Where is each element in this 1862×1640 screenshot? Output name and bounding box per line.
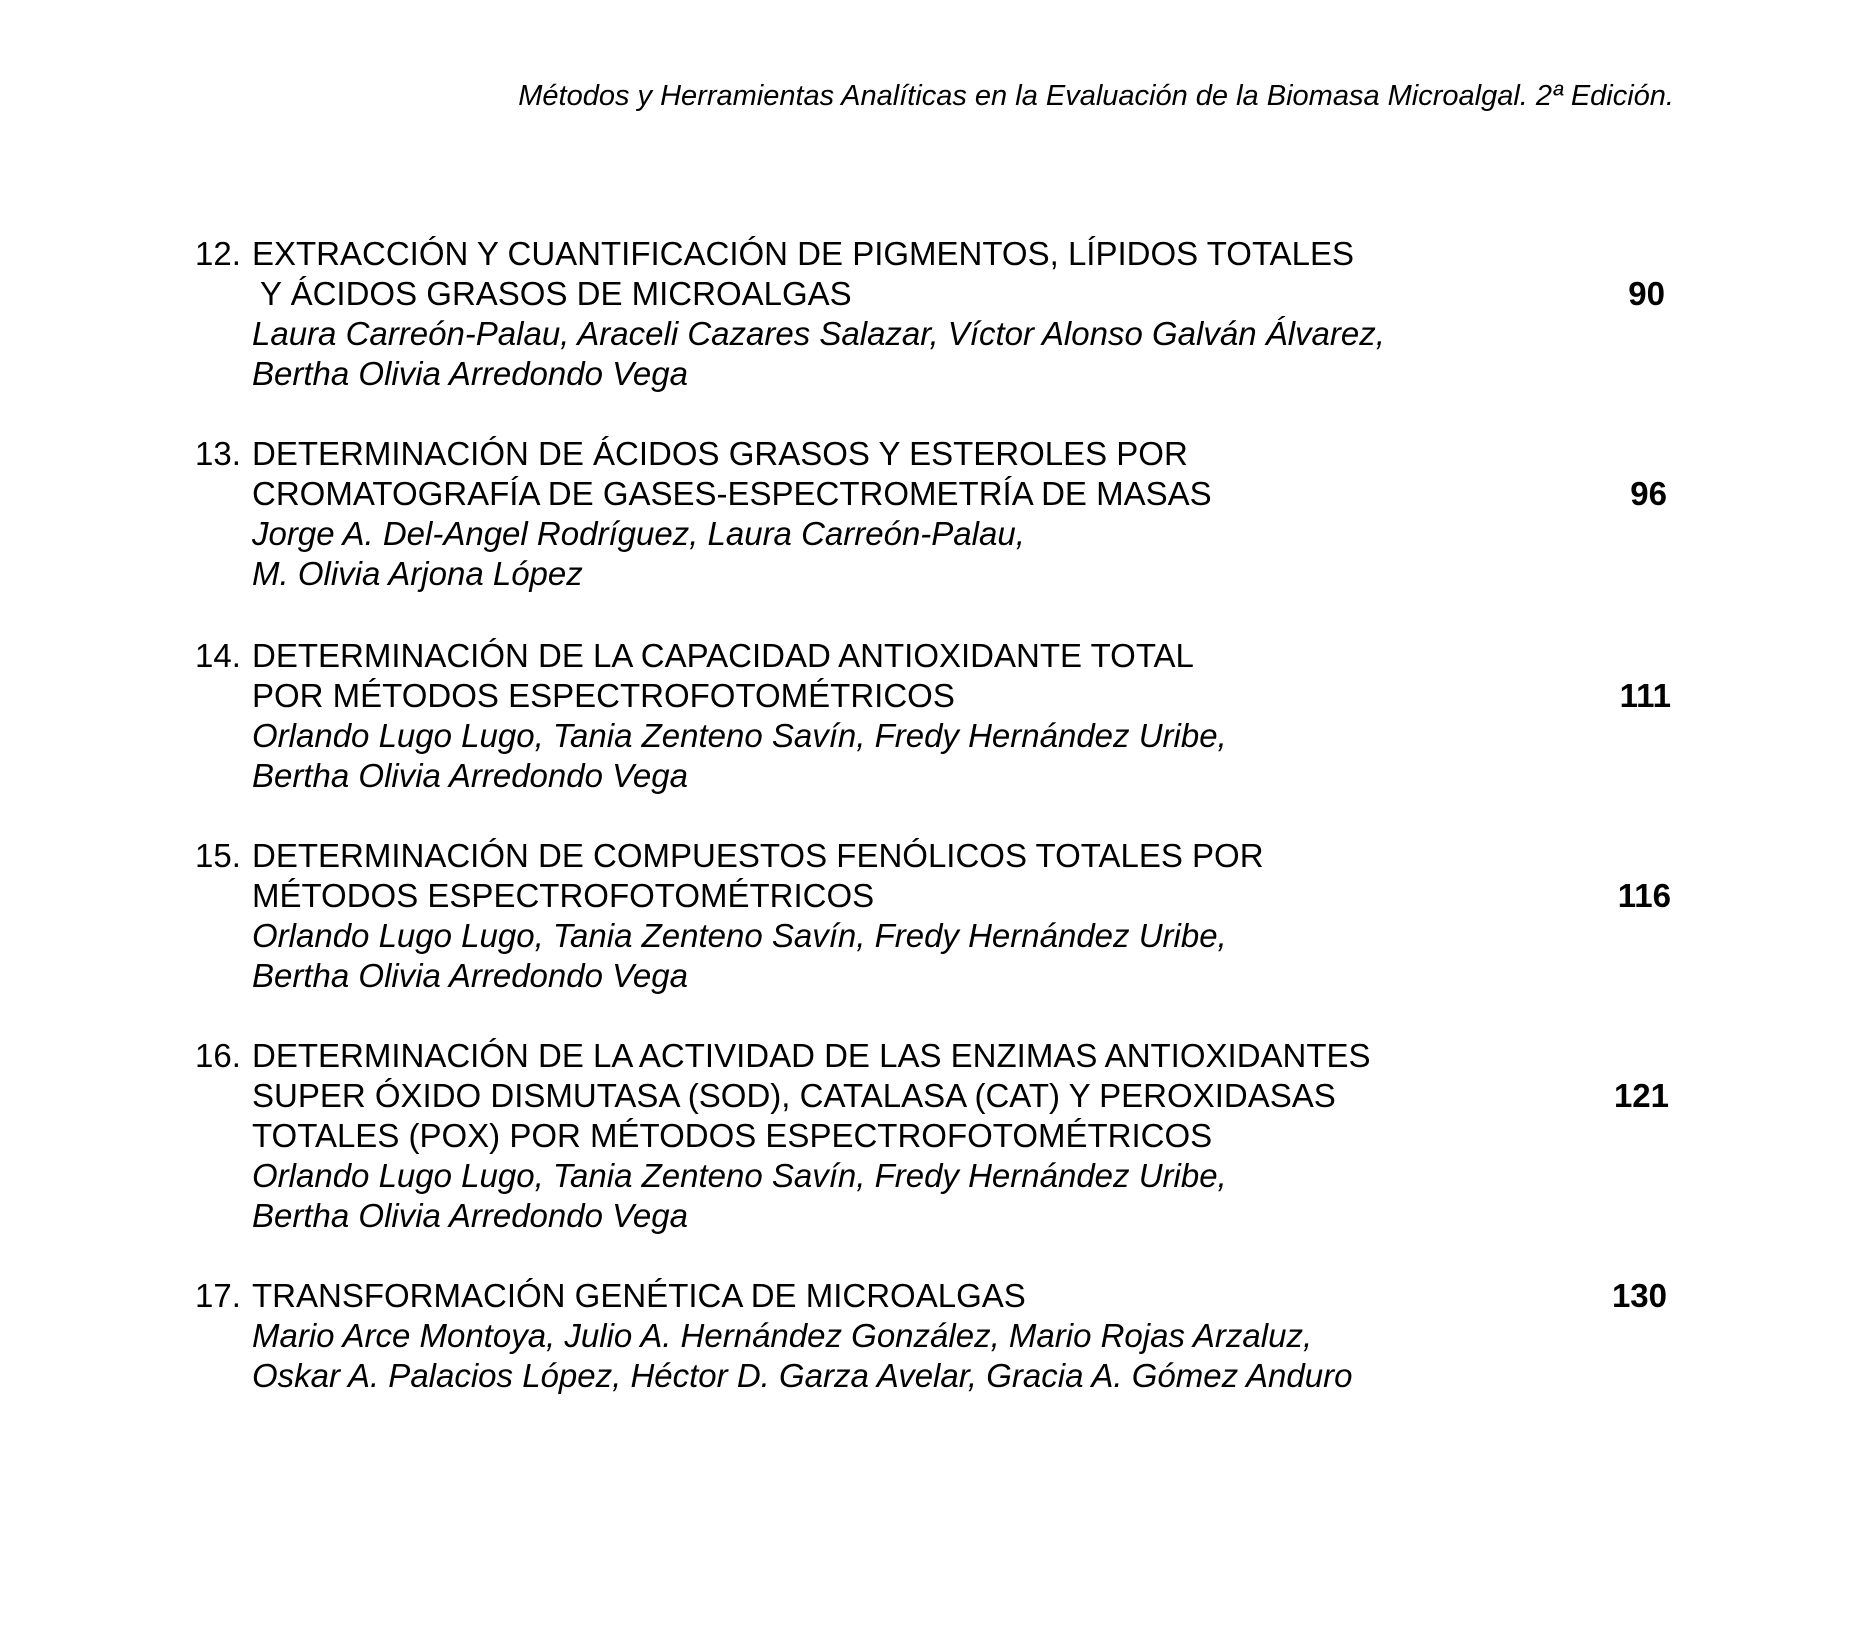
entry-number: 13. <box>195 435 241 472</box>
entry-number: 16. <box>195 1037 241 1074</box>
entry-title-line: SUPER ÓXIDO DISMUTASA (SOD), CATALASA (CAT) Y PEROXIDASAS <box>252 1077 1336 1114</box>
entry-title-line: CROMATOGRAFÍA DE GASES-ESPECTROMETRÍA DE MASAS <box>252 475 1212 512</box>
entry-title-line: DETERMINACIÓN DE LA ACTIVIDAD DE LAS ENZIMAS ANTIOXIDANTES <box>252 1037 1371 1074</box>
entry-number: 15. <box>195 837 241 874</box>
entry-title-line: TOTALES (POX) POR MÉTODOS ESPECTROFOTOMÉTRICOS <box>252 1117 1213 1154</box>
entry-title-line: DETERMINACIÓN DE ÁCIDOS GRASOS Y ESTEROLES POR <box>252 435 1188 472</box>
entry-title-line: DETERMINACIÓN DE LA CAPACIDAD ANTIOXIDANTE TOTAL <box>252 637 1194 674</box>
toc-entry-15[interactable] <box>195 836 1675 996</box>
entry-page-number: 130 <box>1611 1277 1667 1314</box>
entry-title-line: EXTRACCIÓN Y CUANTIFICACIÓN DE PIGMENTOS, LÍPIDOS TOTALES <box>252 235 1355 272</box>
entry-title-line: DETERMINACIÓN DE COMPUESTOS FENÓLICOS TOTALES POR <box>252 837 1264 874</box>
toc-entry-12[interactable] <box>195 234 1675 394</box>
running-header: Métodos y Herramientas Analíticas en la Evaluación de la Biomasa Microalgal. 2ª Edición. <box>518 80 1674 112</box>
entry-page-number: 116 <box>1617 877 1671 914</box>
toc-entry-13[interactable] <box>195 434 1675 594</box>
entry-title-line: MÉTODOS ESPECTROFOTOMÉTRICOS <box>252 877 875 914</box>
entry-number: 17. <box>195 1277 241 1314</box>
toc-entry-16[interactable] <box>195 1036 1675 1236</box>
entry-title-line: Y ÁCIDOS GRASOS DE MICROALGAS <box>260 275 852 312</box>
entry-authors-line: Mario Arce Montoya, Julio A. Hernández González, Mario Rojas Arzaluz, <box>252 1317 1313 1354</box>
entry-title-line: POR MÉTODOS ESPECTROFOTOMÉTRICOS <box>252 677 955 714</box>
entry-title-line: TRANSFORMACIÓN GENÉTICA DE MICROALGAS <box>252 1277 1026 1314</box>
entry-authors-line: Bertha Olivia Arredondo Vega <box>252 957 688 994</box>
entry-authors-line: M. Olivia Arjona López <box>252 555 583 592</box>
entry-number: 14. <box>195 637 241 674</box>
entry-page-number: 121 <box>1613 1077 1669 1114</box>
toc-entry-14[interactable] <box>195 636 1675 796</box>
entry-authors-line: Orlando Lugo Lugo, Tania Zenteno Savín, Fredy Hernández Uribe, <box>252 717 1227 754</box>
entry-authors-line: Bertha Olivia Arredondo Vega <box>252 1197 688 1234</box>
entry-authors-line: Orlando Lugo Lugo, Tania Zenteno Savín, Fredy Hernández Uribe, <box>252 1157 1227 1194</box>
entry-page-number: 111 <box>1619 677 1671 714</box>
entry-authors-line: Bertha Olivia Arredondo Vega <box>252 355 688 392</box>
entry-number: 12. <box>195 235 241 272</box>
entry-page-number: 96 <box>1630 475 1667 512</box>
entry-authors-line: Bertha Olivia Arredondo Vega <box>252 757 688 794</box>
entry-authors-line: Jorge A. Del-Angel Rodríguez, Laura Carreón-Palau, <box>252 515 1025 552</box>
entry-page-number: 90 <box>1628 275 1665 312</box>
entry-authors-line: Oskar A. Palacios López, Héctor D. Garza Avelar, Gracia A. Gómez Anduro <box>252 1357 1353 1394</box>
toc-entry-17[interactable] <box>195 1276 1675 1396</box>
entry-authors-line: Orlando Lugo Lugo, Tania Zenteno Savín, Fredy Hernández Uribe, <box>252 917 1227 954</box>
entry-authors-line: Laura Carreón-Palau, Araceli Cazares Salazar, Víctor Alonso Galván Álvarez, <box>252 315 1385 352</box>
